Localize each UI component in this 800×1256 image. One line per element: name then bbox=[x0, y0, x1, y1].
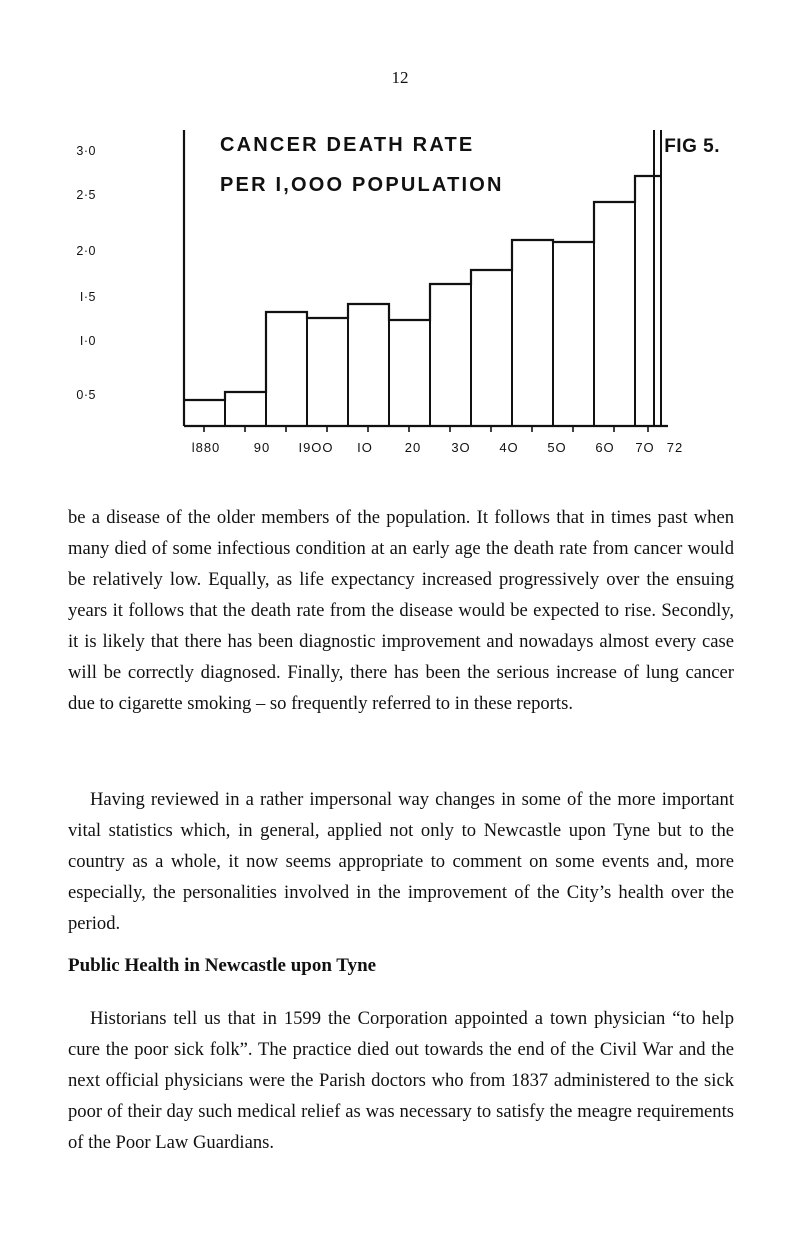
x-tick-10: IO bbox=[357, 440, 373, 455]
y-tick-2-5: 2·5 bbox=[76, 188, 96, 202]
x-tick-60: 6O bbox=[595, 440, 615, 455]
x-tick-30: 3O bbox=[451, 440, 471, 455]
y-tick-1-5: I·5 bbox=[79, 290, 96, 304]
x-tick-1900: I9OO bbox=[298, 440, 334, 455]
x-tick-70: 7O bbox=[635, 440, 655, 455]
section-heading-public-health: Public Health in Newcastle upon Tyne bbox=[68, 955, 377, 976]
paragraph-2: Having reviewed in a rather impersonal way changes in some of the more important vital statistics which, in general, applied not only to Newcastle upon Tyne but to the country as a whole, it now seems appropriate to comment on some events and, more especially, the personalities involved in the improvement of the City’s health over the period. bbox=[68, 789, 734, 934]
y-tick-1-0: I·0 bbox=[79, 334, 96, 348]
figure-label: FIG 5. bbox=[664, 136, 720, 157]
x-tick-40: 4O bbox=[499, 440, 519, 455]
chart-title-line1: CANCER DEATH RATE bbox=[220, 134, 475, 156]
paragraph-1: be a disease of the older members of the population. It follows that in times past when many died of some infectious condition at an early age the death rate from cancer would be relatively low. Equally, as life expectancy increased progressively over the ensuing years it follows that the death rate from the disease would be expected to rise. Secondly, it is likely that there has been diagnostic improvement and nowadays almost every case will be correctly diagnosed. Finally, there has been the serious increase of lung cancer due to cigarette smoking – so frequently referred to in these reports. bbox=[68, 507, 734, 714]
page-number: 12 bbox=[391, 68, 409, 87]
figure-5 bbox=[76, 122, 722, 482]
x-tick-20: 20 bbox=[404, 440, 422, 455]
paragraph-3: Historians tell us that in 1599 the Corporation appointed a town physician “to help cure the poor sick folk”. The practice died out towards the end of the Civil War and the next official physicians were the Parish doctors who from 1837 administered to the sick poor of their day such medical relief as was necessary to satisfy the meagre requirements of the Poor Law Guardians. bbox=[68, 1008, 734, 1153]
y-tick-2-0: 2·0 bbox=[76, 244, 96, 258]
chart-plot-area bbox=[88, 122, 722, 482]
chart-title-line2: PER I,OOO POPULATION bbox=[220, 174, 504, 196]
x-tick-90: 90 bbox=[253, 440, 271, 455]
y-tick-3-0: 3·0 bbox=[76, 144, 96, 158]
y-tick-0-5: 0·5 bbox=[76, 388, 96, 402]
x-tick-1880: l880 bbox=[191, 440, 221, 455]
x-tick-50: 5O bbox=[547, 440, 567, 455]
x-tick-72: 72 bbox=[666, 440, 684, 455]
